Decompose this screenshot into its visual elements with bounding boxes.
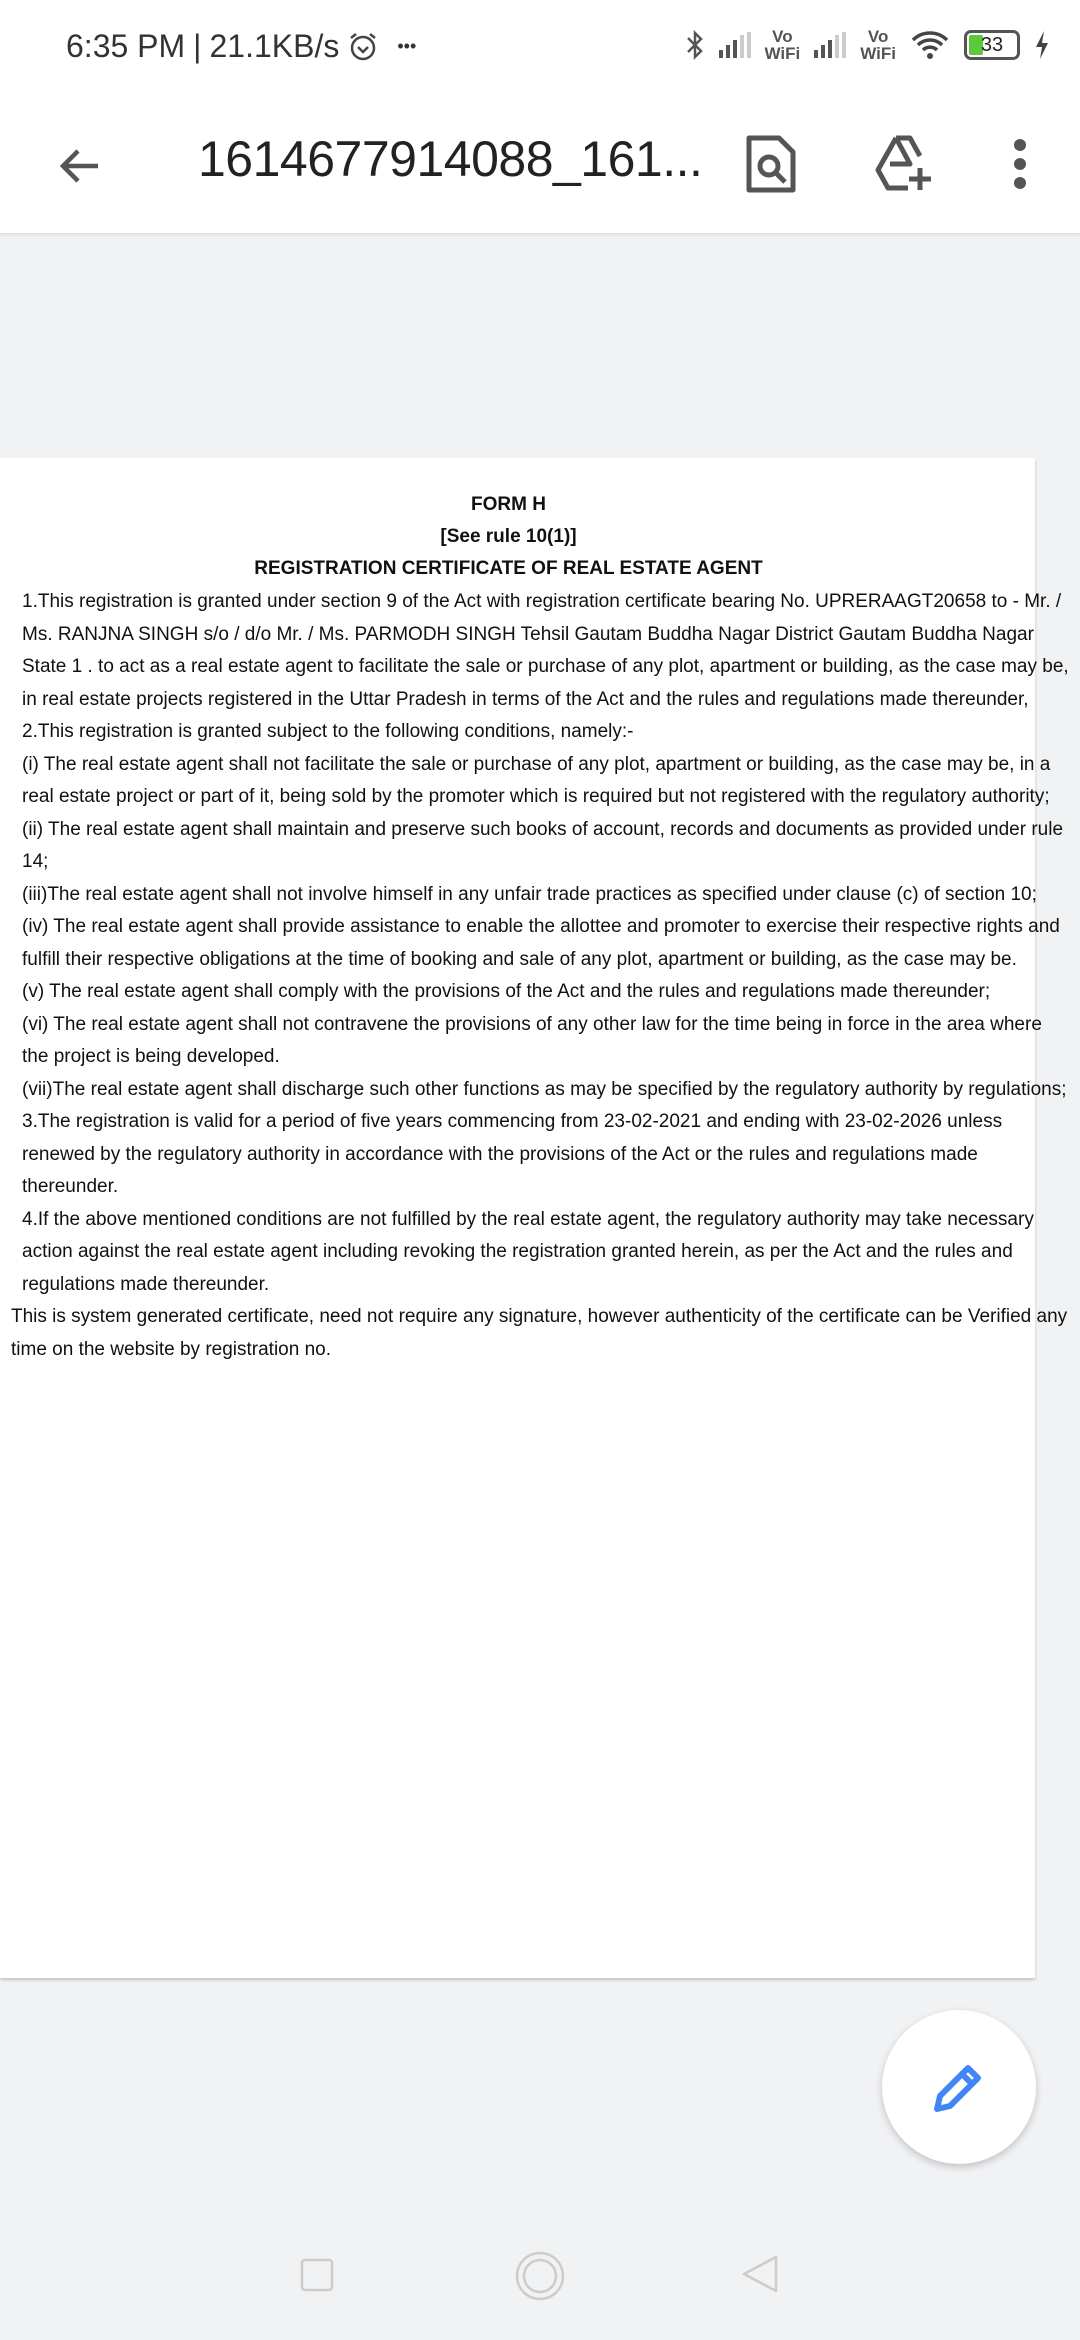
- find-in-page-icon: [745, 134, 797, 194]
- more-options-button[interactable]: [984, 128, 1056, 200]
- more-notifications-icon: •••: [397, 36, 417, 56]
- back-button[interactable]: [48, 134, 112, 198]
- document-text-line: fulfill their respective obligations at the time of booking and sale of any plot, apartment or building, as the case may be.: [22, 948, 1017, 970]
- signal-icon-1: [719, 32, 751, 58]
- arrow-back-icon: [56, 142, 104, 190]
- alarm-icon: [347, 31, 379, 63]
- document-text-line: (iii)The real estate agent shall not involve himself in any unfair trade practices as specified under clause (c) of section 10;: [22, 883, 1037, 905]
- certificate-title: REGISTRATION CERTIFICATE OF REAL ESTATE AGENT: [254, 558, 763, 579]
- form-heading: FORM H: [471, 494, 546, 515]
- battery-icon: 33: [964, 30, 1020, 60]
- document-text-line: 4.If the above mentioned conditions are not fulfilled by the real estate agent, the regulatory authority may take necessary: [22, 1208, 1034, 1230]
- charging-icon: [1034, 30, 1050, 60]
- document-text-line: regulations made thereunder.: [22, 1273, 270, 1295]
- recents-button[interactable]: [300, 2258, 334, 2297]
- network-speed: 21.1KB/s: [209, 28, 340, 64]
- add-to-drive-icon: [874, 134, 934, 194]
- vowifi-icon-2: Vo WiFi: [860, 27, 896, 63]
- document-text-line: (i) The real estate agent shall not facilitate the sale or purchase of any plot, apartment or building, as the case may be, in a: [22, 753, 1051, 775]
- document-text-line: time on the website by registration no.: [11, 1338, 332, 1360]
- separator: |: [193, 28, 202, 64]
- back-nav-button[interactable]: [740, 2254, 780, 2299]
- document-page[interactable]: [0, 458, 1069, 1978]
- app-bar: [0, 100, 1080, 234]
- document-text-line: Ms. RANJNA SINGH s/o / d/o Mr. / Ms. PARMODH SINGH Tehsil Gautam Buddha Nagar District Gautam Buddha Nagar: [22, 623, 1034, 645]
- circle-icon: [514, 2250, 566, 2302]
- triangle-back-icon: [740, 2254, 780, 2294]
- document-text-line: 3.The registration is valid for a period of five years commencing from 23-02-2021 and ending with 23-02-2026 unless: [22, 1111, 1003, 1132]
- document-text-line: (ii) The real estate agent shall maintain and preserve such books of account, records and documents as provided under rule: [22, 818, 1064, 840]
- document-text-line: 2.This registration is granted subject to the following conditions, namely:-: [22, 721, 634, 742]
- document-text-line: in real estate projects registered in the Uttar Pradesh in terms of the Act and the rules and regulations made thereunder,: [22, 688, 1029, 710]
- document-text-line: (vi) The real estate agent shall not contravene the provisions of any other law for the time being in force in the area where: [22, 1013, 1042, 1035]
- clock: 6:35 PM: [66, 28, 186, 64]
- wifi-icon: [910, 29, 950, 61]
- rule-heading: [See rule 10(1)]: [440, 526, 577, 547]
- document-text-line: 14;: [22, 851, 49, 872]
- document-text-line: (vii)The real estate agent shall discharge such other functions as may be specified by the regulatory authority by regulations;: [22, 1078, 1067, 1100]
- square-icon: [300, 2258, 334, 2292]
- add-to-drive-button[interactable]: [868, 128, 940, 200]
- vowifi-icon-1: Vo WiFi: [764, 27, 801, 63]
- document-title: 1614677914088_161...: [198, 131, 703, 187]
- document-text-line: (iv) The real estate agent shall provide assistance to enable the allottee and promoter to exercise their respective rights and: [22, 916, 1060, 937]
- edit-fab-button[interactable]: [882, 2010, 1036, 2164]
- document-text-line: thereunder.: [22, 1176, 119, 1197]
- document-text-line: real estate project or part of it, being sold by the promoter which is required but not registered with the regulatory authority;: [22, 786, 1050, 807]
- document-text-line: the project is being developed.: [22, 1046, 280, 1067]
- document-text-line: State 1 . to act as a real estate agent to facilitate the sale or purchase of any plot, apartment or building, as the case may be,: [22, 656, 1069, 677]
- find-in-document-button[interactable]: [735, 128, 807, 200]
- document-text-line: action against the real estate agent including revoking the registration granted herein, as per the Act and the rules and: [22, 1241, 1013, 1262]
- document-text-line: renewed by the regulatory authority in accordance with the provisions of the Act or the rules and regulations made: [22, 1143, 978, 1165]
- home-button[interactable]: [514, 2250, 566, 2307]
- document-text-line: 1.This registration is granted under section 9 of the Act with registration certificate bearing No. UPRERAAGT20658 to - Mr. /: [22, 591, 1062, 612]
- document-text-line: (v) The real estate agent shall comply with the provisions of the Act and the rules and regulations made thereunder;: [22, 981, 991, 1002]
- more-vert-icon: [1012, 138, 1028, 190]
- document-text-line: This is system generated certificate, need not require any signature, however authenticity of the certificate can be Verified any: [11, 1306, 1068, 1327]
- signal-icon-2: [814, 32, 846, 58]
- bluetooth-icon: [685, 29, 705, 61]
- status-bar: [0, 0, 1080, 100]
- pencil-icon: [929, 2057, 989, 2117]
